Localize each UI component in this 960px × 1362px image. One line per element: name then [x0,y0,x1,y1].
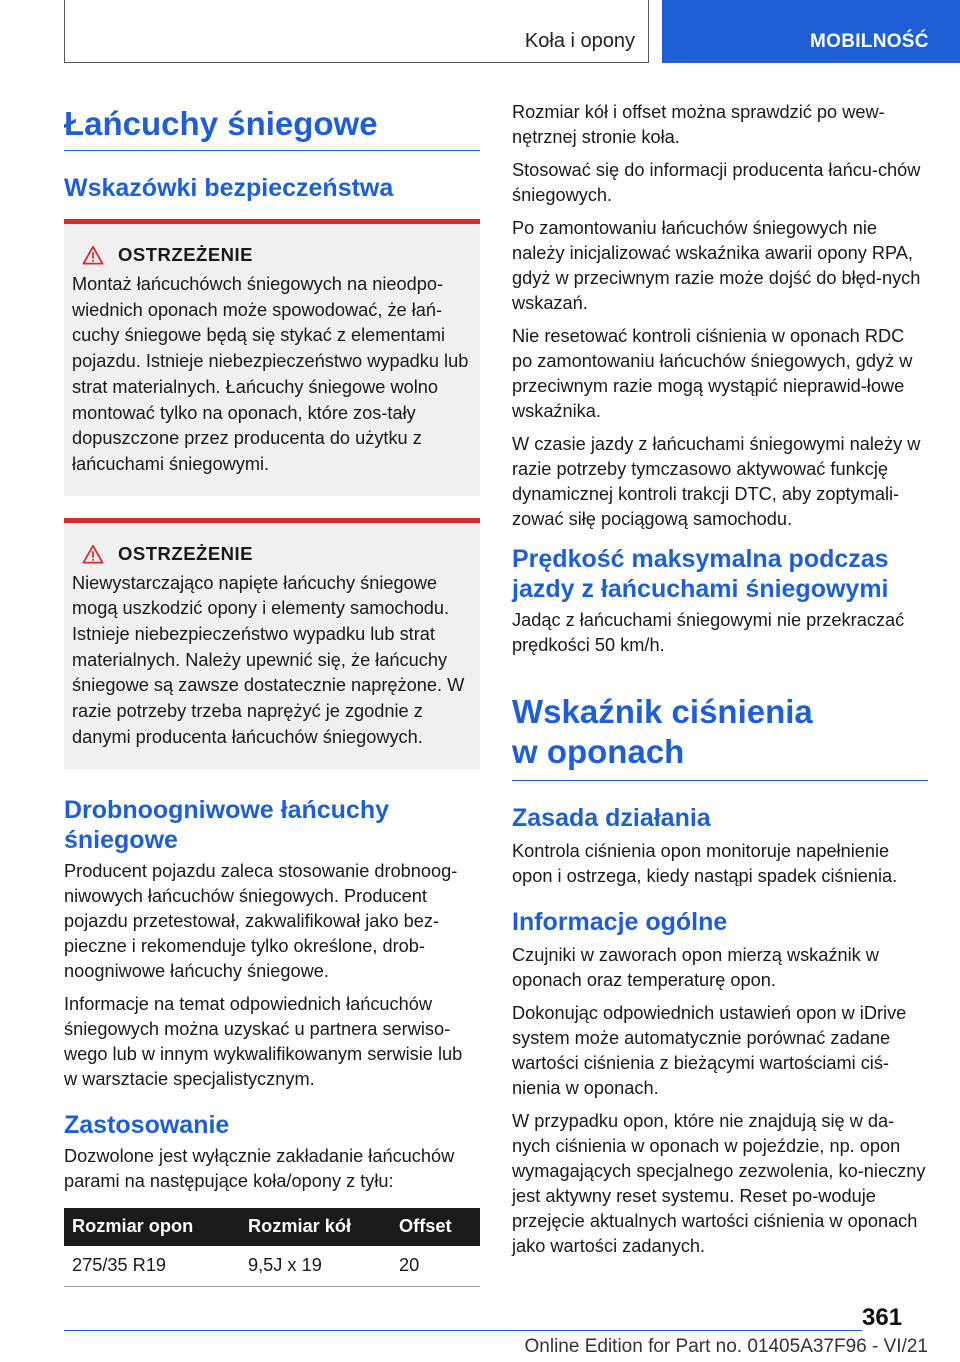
paragraph: Stosować się do informacji producenta łańcu-chów śniegowych. [512,160,921,205]
table-header-cell: Rozmiar opon [64,1208,240,1246]
table-cell: 275/35 R19 [64,1246,240,1287]
general-info-heading: Informacje ogólne [512,908,728,936]
safety-heading: Wskazówki bezpieczeństwa [64,174,394,202]
warning-title [72,244,472,266]
warning-text: Niewystarczająco napięte łańcuchy śniegowe mogą uszkodzić opony i elementy samochodu. Istnieje niebezpieczeństwo wypadku lub strat materialnych. Należy upewnić się, że łańcuchy śniegowe są zawsze dostatecznie naprężone. W razie potrzeby trzeba naprężyć je zgodnie z danymi producenta łańcuchów śniegowych. [72,572,465,747]
footer-rule [64,1330,862,1331]
warning-text: Montaż łańcuchówch śniegowych na nieodpo-wiednich oponach może spowodować, że łań-cuchy śniegowe będą się stykać z elementami pojazdu. Istnieje niebezpieczeństwo wypadku lub strat materialnych. Łańcuchy śniegowe wolno montować tylko na oponach, które zos-tały dopuszczone przez producenta do użytku z łańcuchami śniegowymi. [72,274,469,474]
edition-note: Online Edition for Part no. 01405A37F96 - VI/21 [524,1336,928,1357]
paragraph: Czujniki w zaworach opon mierzą wskaźnik w oponach oraz temperaturę opon. [512,945,879,990]
paragraph: Producent pojazdu zaleca stosowanie drobnoog-niwowych łańcuchów śniegowych. Producent pojazdu przetestował, zakwalifikował jako bez-pieczne i rekomenduje tylko określone, drob-noogniwowe łańcuchy śniegowe. [64,860,458,981]
paragraph: Dokonując odpowiednich ustawień opon w iDrive system może automatycznie porównać zadane wartości ciśnienia z bieżącymi wartościami ciś-nienia w oponach. [512,1003,907,1098]
paragraph: Kontrola ciśnienia opon monitoruje napełnienie opon i ostrzega, kiedy nastąpi spadek ciśnienia. [512,841,898,886]
paragraph: Po zamontowaniu łańcuchów śniegowych nie należy inicjalizować wskaźnika awarii opony RPA, gdyż w przeciwnym razie może dojść do błęd-nych wskazań. [512,218,921,313]
fine-chain-heading: Drobnoogniwowe łańcuchy śniegowe [64,795,390,854]
right-column [512,100,928,1267]
warning-box-1 [64,219,480,496]
header-section-title: Koła i opony [524,30,635,52]
paragraph: Dozwolone jest wyłącznie zakładanie łańcuchów parami na następujące koła/opony z tyłu: [64,1145,455,1191]
warning-box-2 [64,518,480,769]
title-rule [64,150,480,151]
header-chapter-tab: MOBILNOŚĆ [662,0,960,63]
tpms-section-title: Wskaźnik ciśnienia w oponach [512,693,813,770]
left-column [64,100,480,1287]
tpms-title-rule [512,780,928,781]
paragraph: W przypadku opon, które nie znajdują się w da-nych ciśnienia w oponach w pojeździe, np. opon wymagających specjalnego zezwolenia, ko-nieczny jest aktywny reset systemu. Reset po-woduje przejęcie aktualnych wartości ciśnienia w oponach jako wartości zadanych. [512,1111,926,1256]
warning-label: OSTRZEŻENIE [118,542,254,564]
warning-title [72,543,472,565]
table-cell: 9,5J x 19 [240,1246,391,1287]
table-row [64,1246,480,1287]
paragraph: Nie resetować kontroli ciśnienia w oponach RDC po zamontowaniu łańcuchów śniegowych, gdyż w przeciwnym razie mogą wystąpić nieprawid-łowe wskaźnika. [512,326,913,421]
wheel-size-table [64,1208,480,1287]
paragraph: Rozmiar kół i offset można sprawdzić po wew-nętrznej stronie koła. [512,102,885,147]
warning-triangle-icon [82,245,104,265]
table-header-row [64,1208,480,1246]
principle-heading: Zasada działania [512,804,711,832]
table-header-cell: Rozmiar kół [240,1208,391,1246]
warning-triangle-icon [82,544,104,564]
table-cell: 20 [391,1246,480,1287]
table-header-cell: Offset [391,1208,480,1246]
paragraph: Informacje na temat odpowiednich łańcuchów śniegowych można uzyskać u partnera serwiso-wego lub w innym wykwalifikowanym serwisie lub w warsztacie specjalistycznym. [64,993,463,1089]
page-title: Łańcuchy śniegowe [64,105,378,142]
warning-label: OSTRZEŻENIE [118,244,254,265]
usage-heading: Zastosowanie [64,1110,230,1139]
max-speed-heading: Prędkość maksymalna podczas jazdy z łańcuchami śniegowymi [512,545,889,603]
paragraph: W czasie jazdy z łańcuchami śniegowymi należy w razie potrzeby tymczasowo aktywować funkcję dynamicznej kontroli trakcji DTC, aby zoptymali-zować siłę pociągową samochodu. [512,434,921,529]
paragraph: Jadąc z łańcuchami śniegowymi nie przekraczać prędkości 50 km/h. [512,610,905,655]
page-number: 361 [862,1304,903,1331]
